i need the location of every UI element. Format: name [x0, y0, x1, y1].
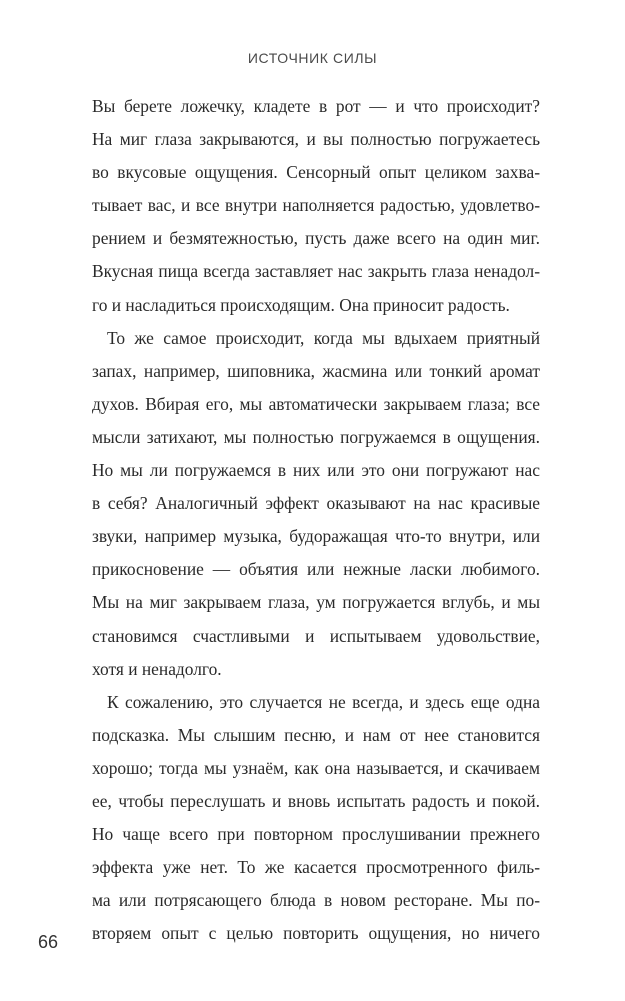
text-line: хотя и ненадолго.: [92, 658, 222, 679]
text-line: мысли затихают, мы полностью погружаемся в ощущения.: [92, 426, 540, 447]
text-line: запах, например, шиповника, жасмина или тонкий аромат: [92, 360, 540, 381]
text-line: эффекта уже нет. То же касается просмотренного филь-: [92, 857, 540, 878]
text-line: го и насладиться происходящим. Она приносит радость.: [92, 294, 510, 315]
text-line: во вкусовые ощущения. Сенсорный опыт целиком захва-: [92, 162, 540, 183]
text-line: Но чаще всего при повторном прослушивании прежнего: [92, 824, 540, 845]
text-line: прикосновение — объятия или нежные ласки любимого.: [92, 559, 540, 580]
text-line: На миг глаза закрываются, и вы полностью погружаетесь: [92, 129, 540, 150]
text-line: То же самое происходит, когда мы вдыхаем приятный: [107, 327, 540, 348]
text-line: ее, чтобы переслушать и вновь испытать радость и покой.: [92, 790, 540, 811]
text-line: хорошо; тогда мы узнаём, как она называется, и скачиваем: [92, 757, 540, 778]
text-line: К сожалению, это случается не всегда, и здесь еще одна: [107, 691, 540, 712]
text-line: становимся счастливыми и испытываем удовольствие,: [92, 625, 540, 646]
text-line: тывает вас, и все внутри наполняется радостью, удовлетво-: [92, 195, 540, 216]
text-line: Но мы ли погружаемся в них или это они погружают нас: [92, 460, 540, 481]
text-line: звуки, например музыка, будоражащая что-то внутри, или: [92, 526, 540, 547]
text-line: подсказка. Мы слышим песню, и нам от нее становится: [92, 724, 540, 745]
text-line: Вы берете ложечку, кладете в рот — и что происходит?: [92, 96, 540, 116]
text-line: духов. Вбирая его, мы автоматически закрываем глаза; все: [92, 393, 540, 414]
text-line: Мы на миг закрываем глаза, ум погружается вглубь, и мы: [92, 592, 540, 613]
page-number: 66: [38, 932, 59, 952]
text-line: в себя? Аналогичный эффект оказывают на нас красивые: [92, 493, 540, 514]
text-line: рением и безмятежностью, пусть даже всего на один миг.: [92, 228, 540, 249]
text-line: ма или потрясающего блюда в новом ресторане. Мы по-: [92, 890, 540, 911]
running-header: ИСТОЧНИК СИЛЫ: [247, 50, 378, 66]
body-text: [92, 90, 540, 950]
text-line: Вкусная пища всегда заставляет нас закрыть глаза ненадол-: [92, 261, 540, 282]
text-line: вторяем опыт с целью повторить ощущения, но ничего: [92, 923, 540, 944]
